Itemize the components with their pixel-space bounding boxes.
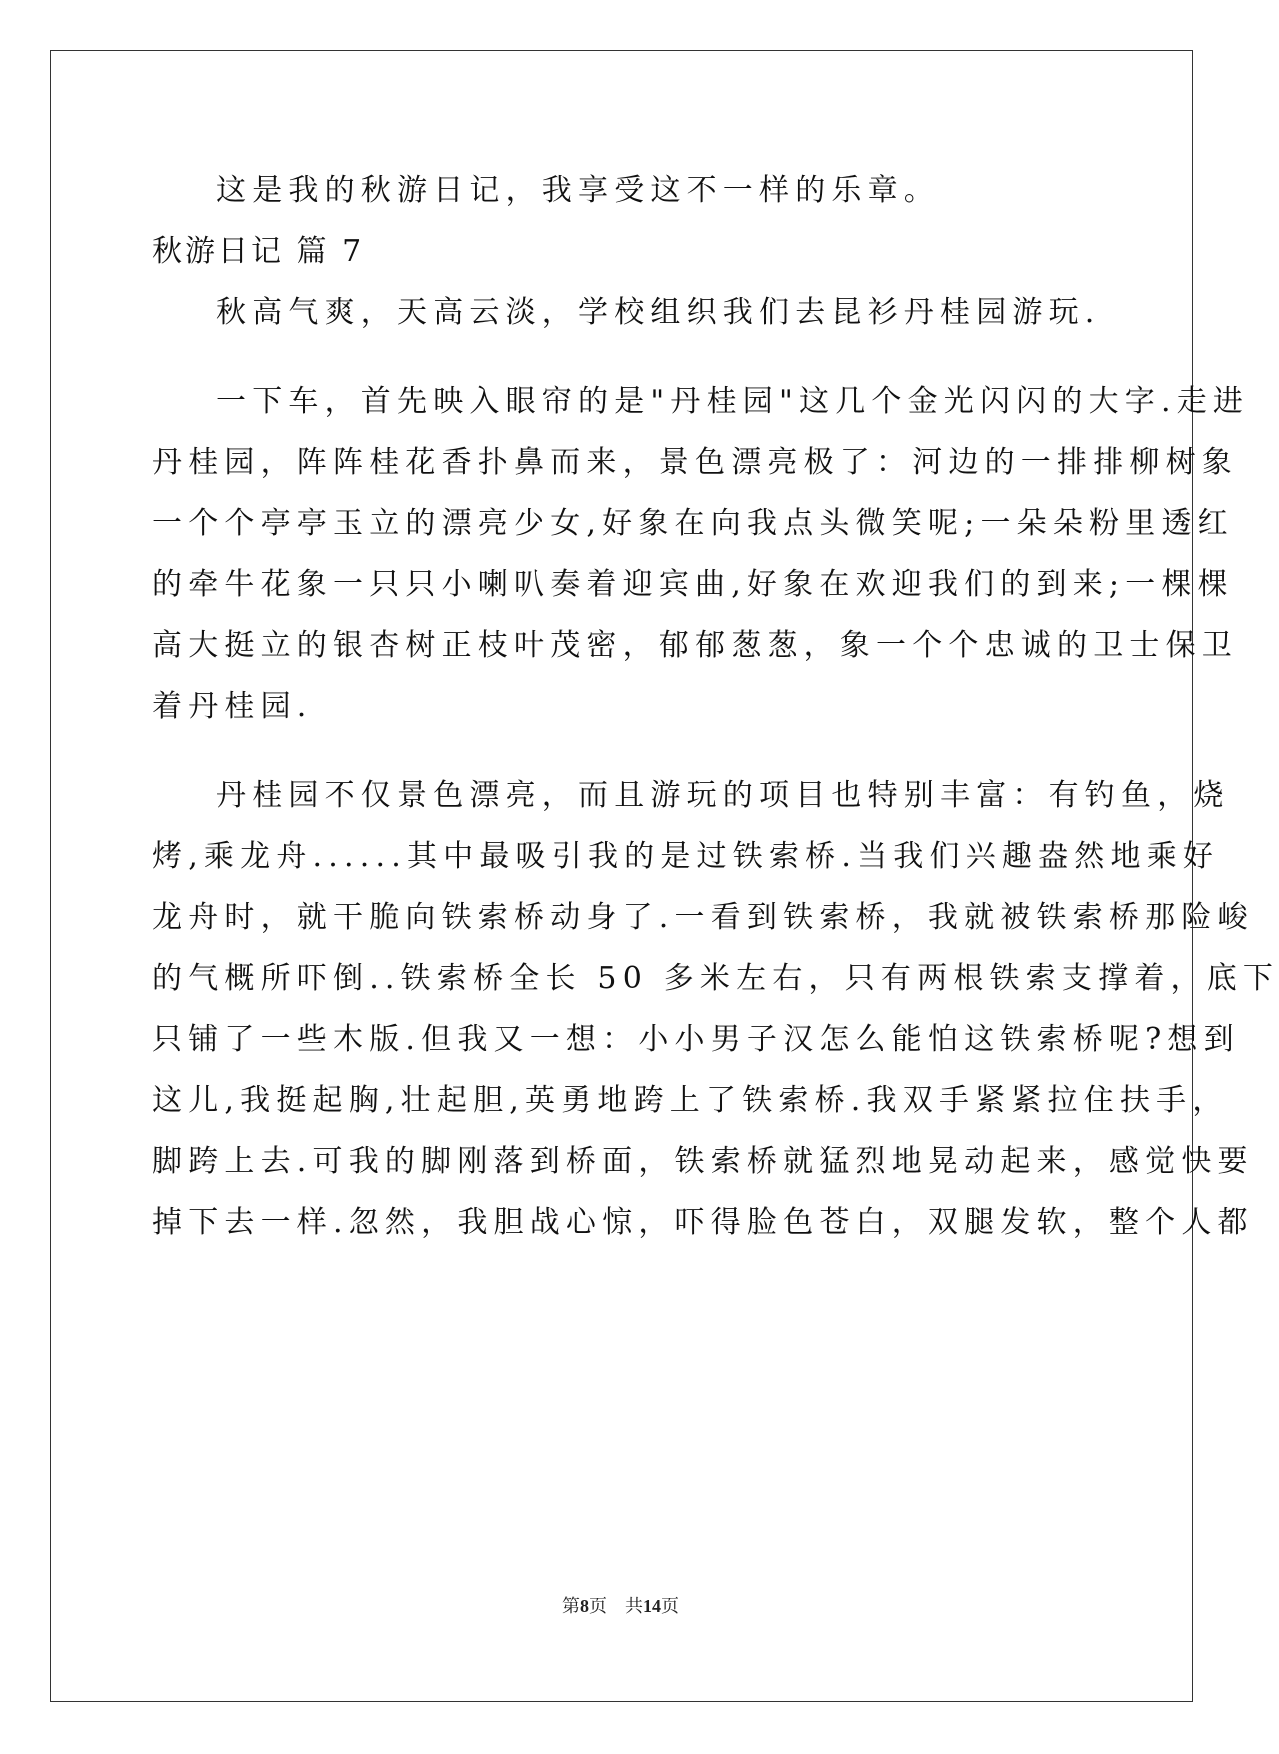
paragraph-line: 一下车，首先映入眼帘的是"丹桂园"这几个金光闪闪的大字.走进 <box>216 384 1250 419</box>
paragraph-line: 着丹桂园. <box>152 689 313 724</box>
paragraph-line: 这儿,我挺起胸,壮起胆,英勇地跨上了铁索桥.我双手紧紧拉住扶手， <box>152 1083 1229 1118</box>
paragraph-line: 烤,乘龙舟......其中最吸引我的是过铁索桥.当我们兴趣盎然地乘好 <box>152 839 1220 874</box>
paragraph-line: 丹桂园不仅景色漂亮，而且游玩的项目也特别丰富：有钓鱼，烧 <box>216 778 1230 813</box>
paragraph-line: 高大挺立的银杏树正枝叶茂密，郁郁葱葱，象一个个忠诚的卫士保卫 <box>152 628 1238 663</box>
current-page-number: 8 <box>580 1596 589 1616</box>
paragraph-line: 的牵牛花象一只只小喇叭奏着迎宾曲,好象在欢迎我们的到来;一棵棵 <box>152 567 1234 602</box>
page-suffix: 页 <box>589 1596 607 1616</box>
total-suffix: 页 <box>661 1596 679 1616</box>
paragraph-line: 脚跨上去.可我的脚刚落到桥面，铁索桥就猛烈地晃动起来，感觉快要 <box>152 1144 1254 1179</box>
page-prefix: 第 <box>562 1596 580 1616</box>
total-prefix: 共 <box>625 1596 643 1616</box>
paragraph-line: 的气概所吓倒..铁索桥全长 50 多米左右，只有两根铁索支撑着，底下 <box>152 961 1279 996</box>
paragraph-line: 秋高气爽，天高云淡，学校组织我们去昆衫丹桂园游玩. <box>216 295 1101 330</box>
paragraph-line: 掉下去一样.忽然，我胆战心惊，吓得脸色苍白，双腿发软，整个人都 <box>152 1205 1254 1240</box>
document-body <box>152 160 1279 1253</box>
paragraph-line: 龙舟时，就干脆向铁索桥动身了.一看到铁索桥，我就被铁索桥那险峻 <box>152 900 1254 935</box>
section-heading: 秋游日记 篇 7 <box>152 234 365 269</box>
paragraph-line: 只铺了一些木版.但我又一想：小小男子汉怎么能怕这铁索桥呢?想到 <box>152 1022 1240 1057</box>
paragraph-line: 一个个亭亭玉立的漂亮少女,好象在向我点头微笑呢;一朵朵粉里透红 <box>152 506 1234 541</box>
paragraph-line: 丹桂园，阵阵桂花香扑鼻而来，景色漂亮极了：河边的一排排柳树象 <box>152 445 1238 480</box>
paragraph-line: 这是我的秋游日记，我享受这不一样的乐章。 <box>216 173 940 208</box>
page-footer <box>0 1592 1241 1618</box>
total-page-number: 14 <box>643 1596 661 1616</box>
